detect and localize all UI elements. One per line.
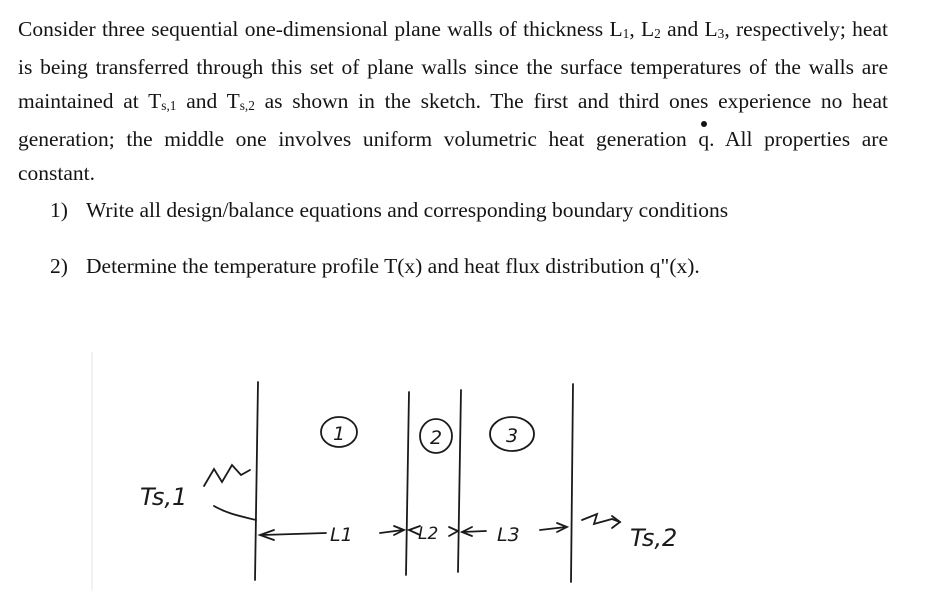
problem-text: and T (176, 89, 240, 113)
wall-boundary-1-2 (406, 392, 409, 575)
wall-boundary-right (571, 384, 573, 582)
problem-text: . All properties are constant. (18, 126, 888, 185)
wall-2-label: 2 (429, 427, 443, 449)
dimension-line-L1 (262, 533, 326, 535)
right-surface-squiggle (582, 514, 620, 524)
left-temp-pointer (214, 506, 256, 520)
thickness-label-L2: L2 (418, 524, 439, 544)
question-number: 2) (50, 254, 68, 278)
left-surface-temperature: Ts,1 (140, 483, 188, 511)
thickness-label-L3: L3 (497, 524, 520, 546)
dimension-arrow (449, 527, 458, 536)
thickness-label-L1: L1 (330, 524, 353, 546)
wall-boundary-2-3 (458, 390, 461, 572)
left-surface-squiggle (204, 465, 250, 486)
subscript-Ts2: s,2 (239, 98, 255, 114)
subscript-L1: 1 (622, 26, 630, 42)
wall-1-label: 1 (332, 423, 346, 445)
right-temp-arrow (612, 516, 620, 528)
question-number: 1) (50, 198, 68, 222)
problem-text: , L (629, 17, 655, 41)
wall-3-label: 3 (505, 425, 519, 447)
subscript-L2: 2 (654, 26, 661, 42)
wall-boundary-left (255, 382, 258, 580)
right-surface-temperature: Ts,2 (630, 524, 678, 552)
problem-text: , respectively; heat is being transferred through this set of plane walls since the surface temperatures of the walls are maintained at T (18, 17, 888, 113)
question-text: Write all design/balance equations and corresponding boundary conditions (86, 198, 729, 222)
problem-text: as shown in the sketch. The first and third ones experience no heat generation; the middle one involves uniform volumetric heat generation (18, 89, 888, 151)
subscript-L3: 3 (717, 26, 725, 42)
subscript-Ts1: s,1 (161, 98, 177, 114)
problem-text: Consider three sequential one-dimensional plane walls of thickness L (18, 17, 623, 41)
heat-generation-symbol: q (698, 122, 709, 157)
question-text: Determine the temperature profile T(x) and heat flux distribution q"(x). (86, 254, 700, 278)
problem-text: and L (660, 17, 718, 41)
